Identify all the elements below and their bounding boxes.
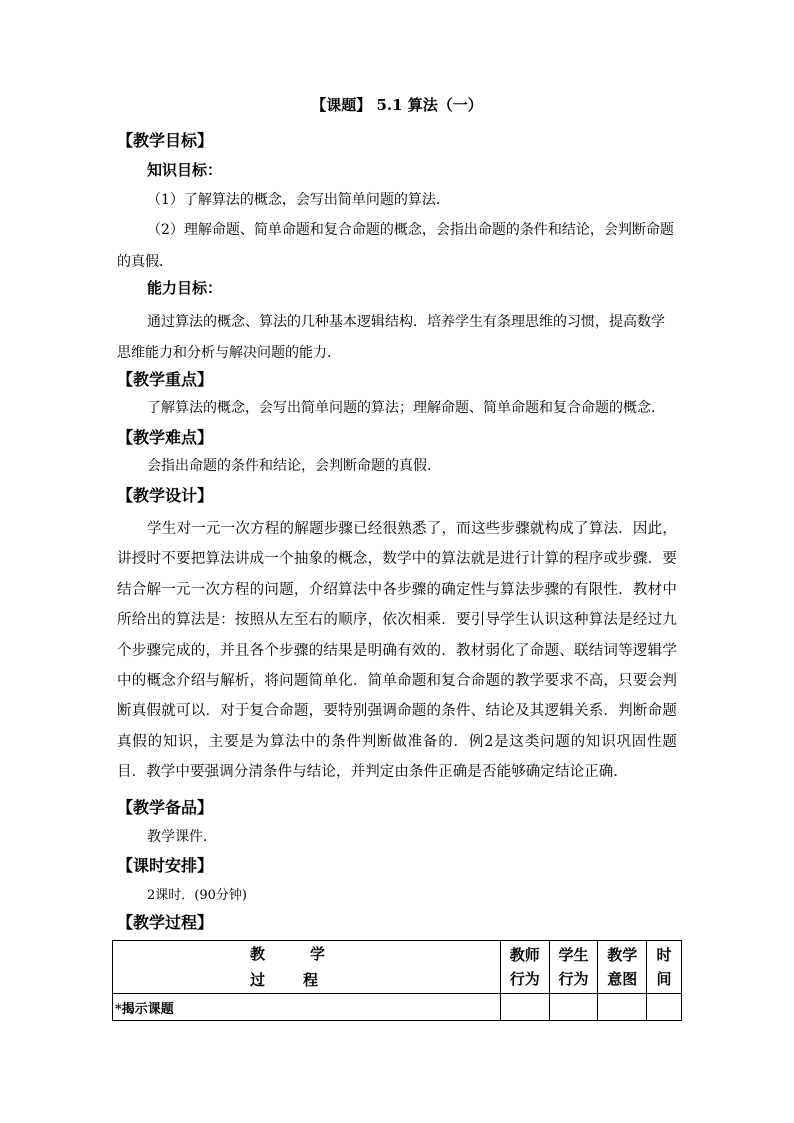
intent-header-line1: 教学 [607,946,638,964]
teaching-intent-header [598,941,647,994]
difficulties-text: 会指出命题的条件和结论，会判断命题的真假． [147,458,441,474]
process-heading: 【教学过程】 [117,913,214,932]
process-table [112,940,682,1021]
intent-header-line2: 意图 [607,970,638,988]
knowledge-objective-2-line2: 的真假． [117,254,173,270]
knowledge-objective-2-line1: （2）理解命题、简单命题和复合命题的概念，会指出命题的条件和结论，会判断命题 [147,222,674,238]
key-points-heading: 【教学重点】 [117,370,214,389]
empty-cell [549,994,598,1021]
header-char-3: 过 [250,971,266,989]
time-header-line1: 时 [656,946,672,964]
teacher-header-line2: 行为 [509,970,540,988]
materials-heading: 【教学备品】 [117,798,214,817]
knowledge-objectives-label: 知识目标： [147,161,223,179]
header-char-4: 程 [303,971,319,989]
teacher-header-line1: 教师 [509,946,540,964]
lesson-title: 【课题】 5.1 算法（一） [311,96,483,114]
schedule-text: 2课时．(90分钟) [147,888,247,903]
reveal-topic-cell: *揭示课题 [113,994,501,1021]
materials-text: 教学课件． [147,829,217,845]
ability-objective-line2: 思维能力和分析与解决问题的能力． [117,345,341,361]
design-paragraph: 学生对一元一次方程的解题步骤已经很熟悉了，而这些步骤就构成了算法．因此，讲授时不要把算法讲成一个抽象的概念，数学中的算法就是进行计算的程序或步骤．要结合解一元一次方程的问题，介绍算法中各步骤的确定性与算法步骤的有限性．教材中所给出的算法是：按照从左至右的顺序，依次相乘．要引导学生认识这种算法是经过九个步骤完成的，并且各个步骤的结果是明确有效的．教材弱化了命题、联结词等逻辑学中的概念介绍与解析，将问题简单化．简单命题和复合命题的教学要求不高，只要会判断真假就可以．对于复合命题，要特别强调命题的条件、结论及其逻辑关系．判断命题真假的知识，主要是为算法中的条件判断做准备的．例2是这类问题的知识巩固性题目．教学中要强调分清条件与结论，并判定由条件正确是否能够确定结论正确． [117,521,677,781]
key-points-text: 了解算法的概念，会写出简单问题的算法；理解命题、简单命题和复合命题的概念． [147,400,665,416]
design-heading: 【教学设计】 [117,486,214,505]
student-header-line1: 学生 [558,946,589,964]
process-column-header [113,941,501,994]
objectives-heading: 【教学目标】 [117,131,214,150]
header-char-1: 教 [250,945,266,963]
time-header [647,941,682,994]
empty-cell [598,994,647,1021]
student-header-line2: 行为 [558,970,589,988]
ability-objectives-label: 能力目标： [147,279,223,297]
time-header-line2: 间 [656,970,672,988]
knowledge-objective-1: （1）了解算法的概念，会写出简单问题的算法． [147,192,450,208]
ability-objective-line1: 通过算法的概念、算法的几种基本逻辑结构．培养学生有条理思维的习惯，提高数学 [147,314,665,330]
table-header-row [113,941,682,994]
student-behavior-header [549,941,598,994]
table-row [113,994,682,1021]
schedule-heading: 【课时安排】 [117,856,214,875]
empty-cell [647,994,682,1021]
teacher-behavior-header [500,941,549,994]
difficulties-heading: 【教学难点】 [117,428,214,447]
header-char-2: 学 [310,945,326,963]
empty-cell [500,994,549,1021]
